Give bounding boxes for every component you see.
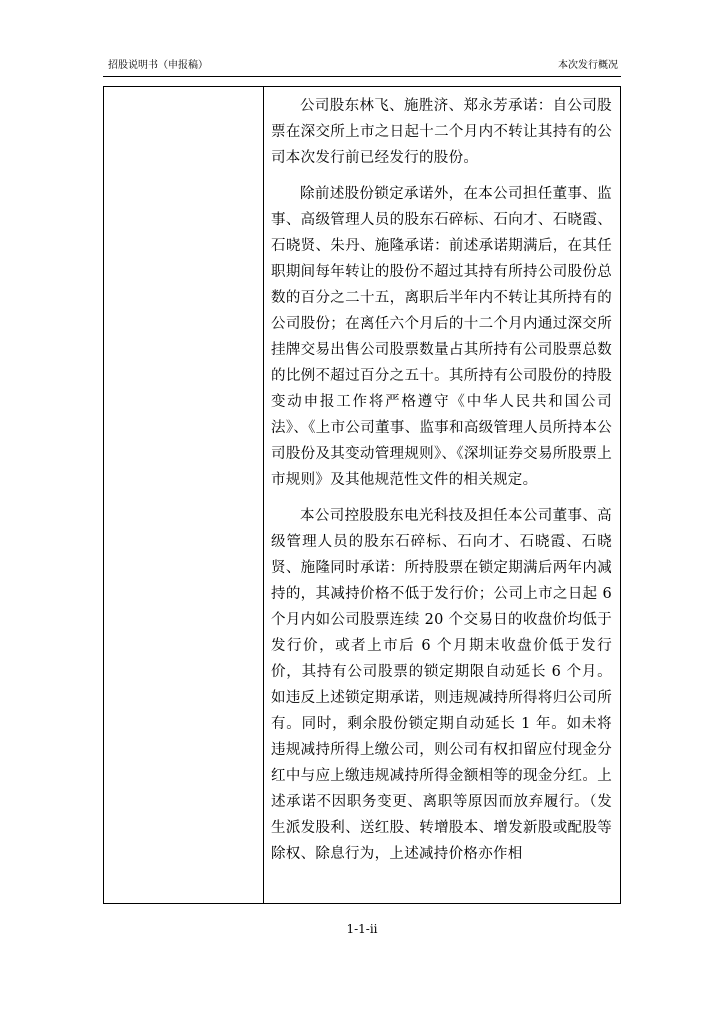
page-header <box>108 58 618 74</box>
section-title: 本次发行概况 <box>558 60 618 71</box>
paragraph-1: 公司股东林飞、施胜济、郑永芳承诺：自公司股票在深交所上市之日起十二个月内不转让其持有的公司本次发行前已经发行的股份。 <box>271 98 612 166</box>
table-content-cell <box>264 87 620 903</box>
paragraph-2: 除前述股份锁定承诺外，在本公司担任董事、监事、高级管理人员的股东石碎标、石向才、石晓霞、石晓贤、朱丹、施隆承诺：前述承诺期满后，在其任职期间每年转让的股份不超过其持有所持公司股份总数的百分之二十五，离职后半年内不转让其所持有的公司股份；在离任六个月后的十二个月内通过深交所挂牌交易出售公司股票数量占其所持有公司股票总数的比例不超过百分之五十。其所持有公司股份的持股变动申报工作将严格遵守《中华人民共和国公司法》、《上市公司董事、监事和高级管理人员所持本公司股份及其变动管理规则》、《深圳证券交易所股票上市规则》及其他规范性文件的相关规定。 <box>271 186 612 488</box>
content-table <box>103 86 621 904</box>
page-number: 1-1-ii <box>346 922 378 936</box>
header-divider <box>103 76 621 77</box>
table-label-cell <box>104 87 264 903</box>
paragraph-3: 本公司控股股东电光科技及担任本公司董事、高级管理人员的股东石碎标、石向才、石晓霞、石晓贤、施隆同时承诺：所持股票在锁定期满后两年内减持的，其减持价格不低于发行价；公司上市之日起 6 个月内如公司股票连续 20 个交易日的收盘价均低于发行价，或者上市后 6 个月期末收盘价低于发行价，其持有公司股票的锁定期限自动延长 6 个月。如违反上述锁定期承诺，则违规减持所得将归公司所有。同时，剩余股份锁定期自动延长 1 年。如未将违规减持所得上缴公司，则公司有权扣留应付现金分红中与应上缴违规减持所得金额相等的现金分红。上述承诺不因职务变更、离职等原因而放弃履行。（发生派发股利、送红股、转增股本、增发新股或配股等除权、除息行为，上述减持价格亦作相 <box>271 508 612 862</box>
document-title: 招股说明书（申报稿） <box>108 60 208 71</box>
